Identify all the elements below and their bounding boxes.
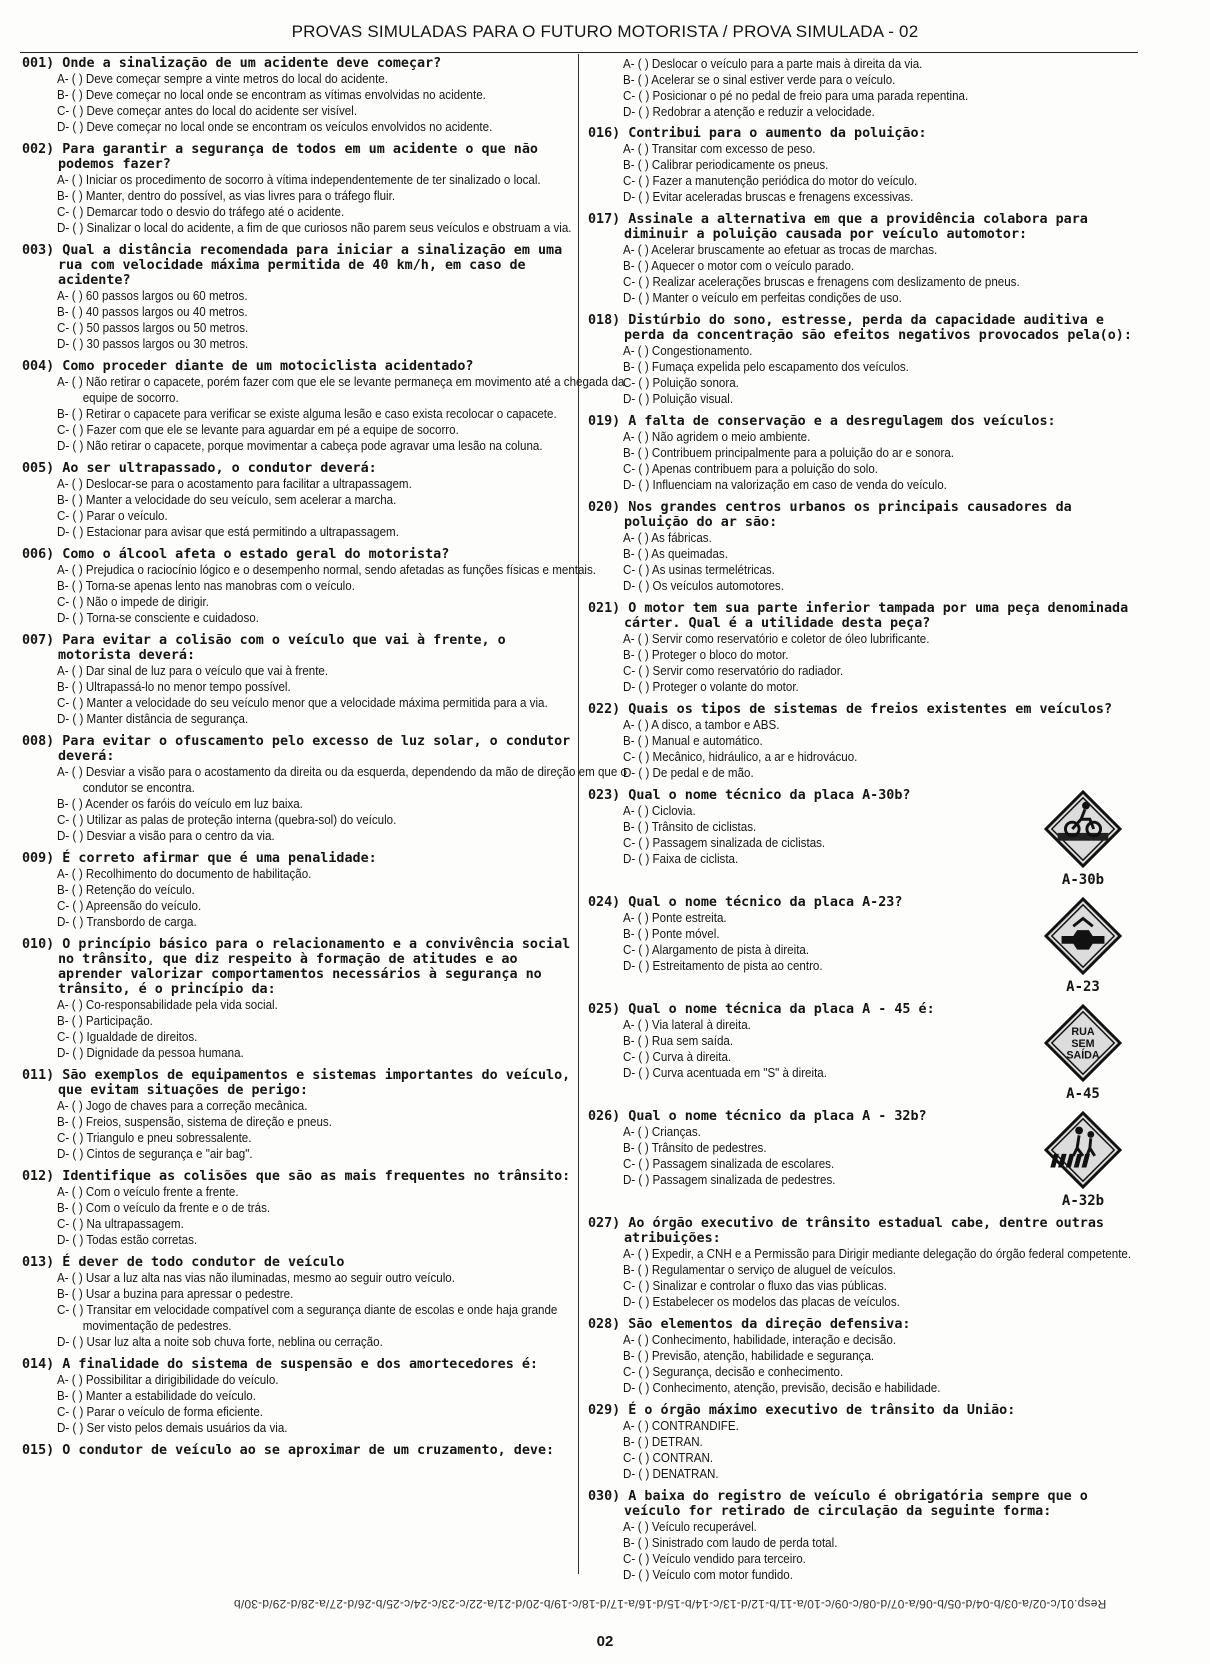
answer-option: B- ( ) Contribuem principalmente para a poluição do ar e sonora.: [622, 446, 954, 460]
answer-option: A- ( ) Expedir, a CNH e a Permissão para Dirigir mediante delegação do órgão federal competente.: [622, 1247, 1132, 1261]
sign-text-line: SAÍDA: [1066, 1049, 1100, 1062]
answer-option: A- ( ) Não agridem o meio ambiente.: [622, 430, 811, 444]
answer-option: D- ( ) Curva acentuada em "S" à direita.: [622, 1066, 827, 1080]
answer-option: A- ( ) Ponte estreita.: [622, 911, 727, 925]
question-block: [22, 547, 597, 626]
answer-option: A- ( ) Deslocar o veículo para a parte mais à direita da via.: [622, 57, 923, 71]
answer-option: C- ( ) Parar o veículo.: [56, 509, 168, 523]
question-text: 022) Quais os tipos de sistemas de freios existentes em veículos?: [588, 702, 1113, 717]
answer-option: A- ( ) Servir como reservatório e coletor de óleo lubrificante.: [622, 632, 930, 646]
answer-option: A- ( ) Não retirar o capacete, porém fazer com que ele se levante permaneça em movimento até a chegada da equipe de socorro.: [56, 375, 625, 405]
answer-option: A- ( ) Conhecimento, habilidade, interação e decisão.: [622, 1333, 897, 1347]
question-text: 012) Identifique as colisões que são as mais frequentes no trânsito:: [22, 1169, 571, 1184]
question-block: [588, 1489, 1138, 1583]
sign-question-block: [588, 895, 1138, 995]
answer-option: A- ( ) Possibilitar a dirigibilidade do veículo.: [56, 1373, 279, 1387]
answer-option: B- ( ) Sinistrado com laudo de perda total.: [622, 1536, 838, 1550]
page-header: PROVAS SIMULADAS PARA O FUTURO MOTORISTA / PROVA SIMULADA - 02: [291, 22, 919, 41]
question-text: 021) O motor tem sua parte inferior tampada por uma peça denominada cárter. Qual é a utilidade desta peça?: [588, 601, 1129, 631]
answer-option: D- ( ) Faixa de ciclista.: [622, 852, 739, 866]
answer-option: D- ( ) Deve começar no local onde se encontram os veículos envolvidos no acidente.: [56, 120, 493, 134]
question-text: 004) Como proceder diante de um motociclista acidentado?: [22, 359, 474, 374]
answer-option: B- ( ) Retirar o capacete para verificar se existe alguma lesão e caso exista recolocar o capacete.: [56, 407, 557, 421]
answer-option: C- ( ) Apenas contribuem para a poluição do solo.: [622, 462, 879, 476]
answer-option: D- ( ) De pedal e de mão.: [622, 766, 754, 780]
answer-option: B- ( ) Previsão, atenção, habilidade e segurança.: [622, 1349, 875, 1363]
answer-option: A- ( ) Ciclovia.: [622, 804, 696, 818]
sign-question-block: [588, 788, 1138, 888]
answer-option: D- ( ) Estacionar para avisar que está permitindo a ultrapassagem.: [56, 525, 399, 539]
answer-option: A- ( ) 60 passos largos ou 60 metros.: [56, 289, 248, 303]
answer-key: Resp.01/c-02/a-03/b-04/d-05/b-06/a-07/d-08/c-09/c-10/a-11/b-12/d-13/c-14/b-15/d-16/a-17/d-18/c-19/b-20/d-21/a-22/c-23/c-24/c-25/b-26/d-27/a-28/d-29/d-30/b: [233, 1597, 1107, 1611]
question-block: [588, 212, 1138, 306]
answer-option: C- ( ) Curva à direita.: [622, 1050, 732, 1064]
answer-option: C- ( ) Sinalizar e controlar o fluxo das vias públicas.: [622, 1279, 887, 1293]
answer-option: D- ( ) Proteger o volante do motor.: [622, 680, 799, 694]
answer-option: A- ( ) Com o veículo frente a frente.: [56, 1185, 239, 1199]
answer-option: B- ( ) Torna-se apenas lento nas manobras com o veículo.: [56, 579, 355, 593]
question-text: 016) Contribui para o aumento da poluição:: [588, 126, 927, 141]
question-text: 030) A baixa do registro de veículo é obrigatória sempre que o veículo for retirado de circulação da seguinte forma:: [588, 1489, 1088, 1519]
answer-option: B- ( ) Manter a velocidade do seu veículo, sem acelerar a marcha.: [56, 493, 397, 507]
question-body: [588, 788, 1028, 888]
answer-option: D- ( ) Poluição visual.: [622, 392, 734, 406]
question-text: 028) São elementos da direção defensiva:: [588, 1317, 911, 1332]
answer-option: C- ( ) As usinas termelétricas.: [622, 563, 775, 577]
question-block: [588, 1403, 1138, 1482]
sign-code-label: A-30b: [1061, 872, 1105, 888]
answer-option: A- ( ) Recolhimento do documento de habilitação.: [56, 867, 312, 881]
answer-option: D- ( ) Passagem sinalizada de pedestres.: [622, 1173, 836, 1187]
answer-option: D- ( ) Torna-se consciente e cuidadoso.: [56, 611, 259, 625]
question-text: 029) É o órgão máximo executivo de trânsito da União:: [588, 1403, 1016, 1418]
answer-option: D- ( ) Transbordo de carga.: [56, 915, 197, 929]
answer-option: C- ( ) Demarcar todo o desvio do tráfego até o acidente.: [56, 205, 345, 219]
answer-option: D- ( ) Sinalizar o local do acidente, a fim de que curiosos não parem seus veículos e obstruam a via.: [56, 221, 572, 235]
question-body: [588, 895, 1028, 995]
answer-option: C- ( ) Realizar acelerações bruscas e frenagens com deslizamento de pneus.: [622, 275, 1020, 289]
answer-option: A- ( ) Via lateral à direita.: [622, 1018, 751, 1032]
question-block: [22, 243, 572, 352]
answer-option: B- ( ) Deve começar no local onde se encontram as vítimas envolvidas no acidente.: [56, 88, 486, 102]
question-block: [588, 601, 1138, 695]
question-block: [588, 1317, 1138, 1396]
answer-option: A- ( ) Desviar a visão para o acostamento da direita ou da esquerda, dependendo da mão de direção em que o condutor se encontra.: [56, 765, 627, 795]
question-block: [22, 142, 572, 236]
sign-code-label: A-32b: [1061, 1193, 1105, 1209]
question-text: 002) Para garantir a segurança de todos em um acidente o que não podemos fazer?: [22, 142, 538, 172]
answer-option: B- ( ) Com o veículo da frente e o de trás.: [56, 1201, 271, 1215]
question-015-options: [588, 56, 1138, 120]
question-body: [588, 1002, 1028, 1102]
sign-code-label: A-45: [1066, 1086, 1100, 1102]
sign-questions: [588, 788, 1138, 1209]
question-text: 027) Ao órgão executivo de trânsito estadual cabe, dentre outras atribuições:: [588, 1216, 1104, 1246]
answer-option: C- ( ) 50 passos largos ou 50 metros.: [56, 321, 249, 335]
question-block: [588, 500, 1138, 594]
answer-option: D- ( ) Manter distância de segurança.: [56, 712, 249, 726]
question-text: 006) Como o álcool afeta o estado geral do motorista?: [22, 547, 450, 562]
question-text: 011) São exemplos de equipamentos e sistemas importantes do veículo, que evitam situações de perigo:: [22, 1068, 571, 1098]
question-block: [588, 702, 1138, 781]
question-block: [22, 56, 572, 135]
question-text: 014) A finalidade do sistema de suspensão e dos amortecedores é:: [22, 1357, 538, 1372]
header-rule: [20, 52, 1138, 53]
answer-option: B- ( ) Ponte móvel.: [622, 927, 720, 941]
question-block: [588, 126, 1138, 205]
answer-option: C- ( ) Passagem sinalizada de ciclistas.: [622, 836, 826, 850]
answer-option: C- ( ) Igualdade de direitos.: [56, 1030, 198, 1044]
question-block: [22, 1255, 572, 1350]
answer-option: D- ( ) Desviar a visão para o centro da via.: [56, 829, 275, 843]
answer-option: C- ( ) Parar o veículo de forma eficiente.: [56, 1405, 264, 1419]
answer-option: B- ( ) Proteger o bloco do motor.: [622, 648, 789, 662]
question-block: [22, 851, 572, 930]
question-block: [22, 1169, 572, 1248]
answer-option: C- ( ) Não o impede de dirigir.: [56, 595, 209, 609]
answer-option: B- ( ) Fumaça expelida pelo escapamento dos veículos.: [622, 360, 909, 374]
question-text: 026) Qual o nome técnico da placa A - 32b?: [588, 1109, 927, 1124]
answer-option: B- ( ) Acender os faróis do veículo em luz baixa.: [56, 797, 303, 811]
answer-option: D- ( ) Cintos de segurança e "air bag".: [56, 1147, 253, 1161]
answer-option: B- ( ) Manual e automático.: [622, 734, 763, 748]
left-column: [22, 56, 627, 1465]
answer-option: C- ( ) Passagem sinalizada de escolares.: [622, 1157, 835, 1171]
answer-option: D- ( ) Todas estão corretas.: [56, 1233, 198, 1247]
answer-option: A- ( ) Prejudica o raciocínio lógico e o desempenho normal, sendo afetadas as funções físicas e mentais.: [56, 563, 597, 577]
answer-option: C- ( ) Posicionar o pé no pedal de freio para uma parada repentina.: [622, 89, 969, 103]
answer-option: C- ( ) Alargamento de pista à direita.: [622, 943, 810, 957]
question-text: 017) Assinale a alternativa em que a providência colabora para diminuir a poluição causada por veículo automotor:: [588, 212, 1088, 242]
answer-option: B- ( ) Aquecer o motor com o veículo parado.: [622, 259, 855, 273]
question-text: 024) Qual o nome técnico da placa A-23?: [588, 895, 903, 910]
page-number: 02: [596, 1633, 614, 1650]
answer-option: C- ( ) Transitar em velocidade compatível com a segurança diante de escolas e onde haja grande movimentação de pedestres.: [56, 1303, 558, 1333]
question-text: 007) Para evitar a colisão com o veículo que vai à frente, o motorista deverá:: [22, 633, 506, 663]
answer-option: C- ( ) Manter a velocidade do seu veículo menor que a velocidade máxima permitida para a via.: [56, 696, 548, 710]
answer-option: A- ( ) Crianças.: [622, 1125, 701, 1139]
answer-option: A- ( ) Veículo recuperável.: [622, 1520, 757, 1534]
question-text: 010) O princípio básico para o relacionamento e a convivência social no trânsito, que diz respeito à formação de atitudes e ao aprender valorizar comportamentos necessários à segurança no trânsito, é o princípio da:: [22, 937, 571, 997]
answer-option: C- ( ) Mecânico, hidráulico, a ar e hidrovácuo.: [622, 750, 858, 764]
sign-question-block: [588, 1002, 1138, 1102]
question-block: [22, 937, 572, 1061]
answer-option: A- ( ) CONTRANDIFE.: [622, 1419, 739, 1433]
question-text: 003) Qual a distância recomendada para iniciar a sinalização em uma rua com velocidade máxima permitida de 40 km/h, em caso de acidente?: [22, 243, 563, 288]
answer-option: D- ( ) Não retirar o capacete, porque movimentar a cabeça pode agravar uma lesão na coluna.: [56, 439, 543, 453]
question-text: 005) Ao ser ultrapassado, o condutor deverá:: [22, 461, 377, 476]
answer-option: C- ( ) Deve começar antes do local do acidente ser visível.: [56, 104, 358, 118]
answer-option: D- ( ) Usar luz alta a noite sob chuva forte, neblina ou cerração.: [56, 1335, 383, 1349]
answer-option: D- ( ) Dignidade da pessoa humana.: [56, 1046, 244, 1060]
questions-016-022: [588, 126, 1138, 781]
answer-option: B- ( ) Regulamentar o serviço de aluguel de veículos.: [622, 1263, 897, 1277]
answer-option: D- ( ) Veículo com motor fundido.: [622, 1568, 793, 1582]
answer-option: D- ( ) Conhecimento, atenção, previsão, decisão e habilidade.: [622, 1381, 941, 1395]
question-text: 008) Para evitar o ofuscamento pelo excesso de luz solar, o condutor deverá:: [22, 734, 571, 764]
question-text: 019) A falta de conservação e a desregulagem dos veículos:: [588, 414, 1056, 429]
answer-option: D- ( ) Manter o veículo em perfeitas condições de uso.: [622, 291, 902, 305]
question-text: 018) Distúrbio do sono, estresse, perda da capacidade auditiva e perda da concentração são efeitos negativos provocados pela(o):: [588, 313, 1132, 343]
question-block: [22, 633, 572, 727]
answer-option: B- ( ) Manter, dentro do possível, as vias livres para o tráfego fluir.: [56, 189, 396, 203]
question-text: 025) Qual o nome técnica da placa A - 45 é:: [588, 1002, 935, 1017]
answer-option: B- ( ) Acelerar se o sinal estiver verde para o veículo.: [622, 73, 896, 87]
question-block: [22, 734, 627, 844]
question-block: [588, 313, 1138, 407]
question-text: 023) Qual o nome técnico da placa A-30b?: [588, 788, 911, 803]
answer-option: D- ( ) DENATRAN.: [622, 1467, 719, 1481]
answer-option: B- ( ) DETRAN.: [622, 1435, 703, 1449]
answer-option: B- ( ) Usar a buzina para apressar o pedestre.: [56, 1287, 294, 1301]
question-block: [22, 1443, 572, 1458]
answer-option: A- ( ) Transitar com excesso de peso.: [622, 142, 816, 156]
answer-option: A- ( ) As fábricas.: [622, 531, 712, 545]
answer-option: A- ( ) Jogo de chaves para a correção mecânica.: [56, 1099, 308, 1113]
answer-option: A- ( ) Dar sinal de luz para o veículo que vai à frente.: [56, 664, 329, 678]
question-block: [22, 1068, 572, 1162]
answer-option: C- ( ) Triangulo e pneu sobressalente.: [56, 1131, 252, 1145]
answer-option: B- ( ) Trânsito de ciclistas.: [622, 820, 757, 834]
answer-option: B- ( ) Freios, suspensão, sistema de direção e pneus.: [56, 1115, 332, 1129]
answer-option: A- ( ) Usar a luz alta nas vias não iluminadas, mesmo ao seguir outro veículo.: [56, 1271, 455, 1285]
question-block: [22, 359, 625, 454]
answer-option: C- ( ) Fazer com que ele se levante para aguardar em pé a equipe de socorro.: [56, 423, 459, 437]
answer-option: D- ( ) Estreitamento de pista ao centro.: [622, 959, 823, 973]
question-text: 013) É dever de todo condutor de veículo: [22, 1255, 345, 1270]
questions-027-030: [588, 1216, 1138, 1583]
answer-option: C- ( ) Utilizar as palas de proteção interna (quebra-sol) do veículo.: [56, 813, 397, 827]
answer-option: C- ( ) Segurança, decisão e conhecimento.: [622, 1365, 844, 1379]
answer-option: B- ( ) Rua sem saída.: [622, 1034, 734, 1048]
answer-option: C- ( ) Veículo vendido para terceiro.: [622, 1552, 806, 1566]
question-text: 020) Nos grandes centros urbanos os principais causadores da poluição do ar são:: [588, 500, 1072, 530]
answer-option: A- ( ) Iniciar os procedimento de socorro à vítima independentemente de ter sinalizado o local.: [56, 173, 541, 187]
answer-option: C- ( ) CONTRAN.: [622, 1451, 714, 1465]
answer-option: B- ( ) Participação.: [56, 1014, 153, 1028]
answer-option: D- ( ) Estabelecer os modelos das placas de veículos.: [622, 1295, 900, 1309]
answer-option: C- ( ) Servir como reservatório do radiador.: [622, 664, 844, 678]
answer-option: C- ( ) Poluição sonora.: [622, 376, 739, 390]
question-text: 009) É correto afirmar que é uma penalidade:: [22, 851, 377, 866]
sign-question-block: [588, 1109, 1138, 1209]
question-body: [588, 1109, 1028, 1209]
answer-option: C- ( ) Fazer a manutenção periódica do motor do veículo.: [622, 174, 918, 188]
answer-option: C- ( ) Na ultrapassagem.: [56, 1217, 184, 1231]
sign-text-line: SEM: [1071, 1037, 1095, 1050]
answer-option: D- ( ) 30 passos largos ou 30 metros.: [56, 337, 249, 351]
question-block: [588, 414, 1138, 493]
question-block: [22, 461, 572, 540]
answer-option: A- ( ) Congestionamento.: [622, 344, 753, 358]
answer-option: B- ( ) Ultrapassá-lo no menor tempo possível.: [56, 680, 291, 694]
answer-option: B- ( ) Calibrar periodicamente os pneus.: [622, 158, 829, 172]
answer-option: D- ( ) Redobrar a atenção e reduzir a velocidade.: [622, 105, 875, 119]
sign-text-line: RUA: [1071, 1026, 1095, 1039]
sign-code-label: A-23: [1066, 979, 1100, 995]
answer-option: B- ( ) As queimadas.: [622, 547, 728, 561]
answer-option: B- ( ) 40 passos largos ou 40 metros.: [56, 305, 248, 319]
answer-option: D- ( ) Ser visto pelos demais usuários da via.: [56, 1421, 288, 1435]
answer-option: D- ( ) Influenciam na valorização em caso de venda do veículo.: [622, 478, 947, 492]
answer-option: B- ( ) Manter a estabilidade do veículo.: [56, 1389, 256, 1403]
answer-option: A- ( ) Co-responsabilidade pela vida social.: [56, 998, 278, 1012]
question-block: [588, 1216, 1138, 1310]
answer-option: A- ( ) Deve começar sempre a vinte metros do local do acidente.: [56, 72, 388, 86]
question-block: [22, 1357, 572, 1436]
question-text: 001) Onde a sinalização de um acidente deve começar?: [22, 56, 442, 71]
answer-option: D- ( ) Os veículos automotores.: [622, 579, 784, 593]
answer-option: A- ( ) Deslocar-se para o acostamento para facilitar a ultrapassagem.: [56, 477, 412, 491]
question-text: 015) O condutor de veículo ao se aproximar de um cruzamento, deve:: [22, 1443, 555, 1458]
answer-option: C- ( ) Apreensão do veículo.: [56, 899, 202, 913]
answer-option: A- ( ) Acelerar bruscamente ao efetuar as trocas de marchas.: [622, 243, 938, 257]
answer-option: D- ( ) Evitar aceleradas bruscas e frenagens excessivas.: [622, 190, 914, 204]
answer-option: B- ( ) Trânsito de pedestres.: [622, 1141, 767, 1155]
answer-option: B- ( ) Retenção do veículo.: [56, 883, 195, 897]
right-column: [588, 56, 1138, 1590]
answer-option: A- ( ) A disco, a tambor e ABS.: [622, 718, 780, 732]
